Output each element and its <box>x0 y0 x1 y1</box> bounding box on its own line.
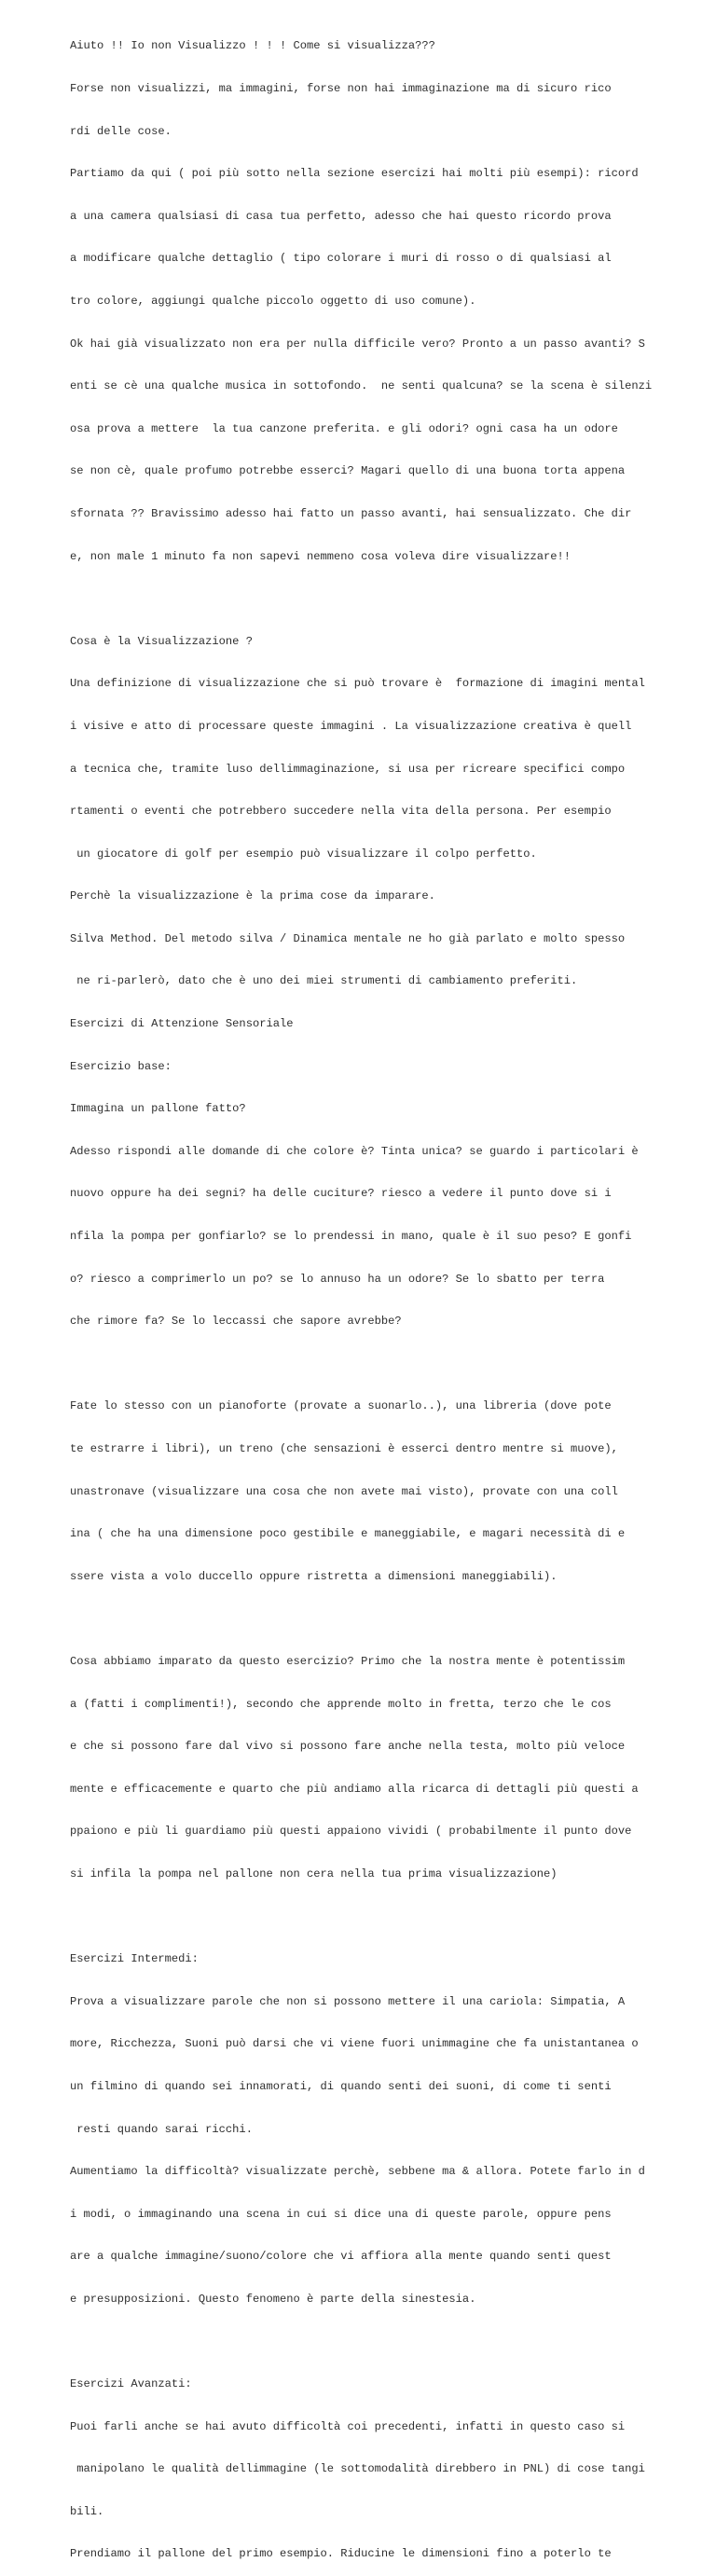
text-line: Silva Method. Del metodo silva / Dinamica mentale ne ho già parlato e molto spesso <box>70 931 626 945</box>
text-line: unastronave (visualizzare una cosa che non avete mai visto), provate con una coll <box>70 1484 618 1498</box>
blank-line <box>70 1612 716 1626</box>
section-heading: Esercizio base: <box>70 1059 172 1073</box>
text-line: un filmino di quando sei innamorati, di quando senti dei suoni, di come ti senti <box>70 2079 612 2093</box>
text-line: Perchè la visualizzazione è la prima cose da imparare. <box>70 889 435 903</box>
text-line: nuovo oppure ha dei segni? ha delle cuciture? riesco a vedere il punto dove si i <box>70 1187 612 1201</box>
text-line: i visive e atto di processare queste immagini . La visualizzazione creativa è quell <box>70 719 632 733</box>
blank-line <box>70 2335 716 2349</box>
text-line: Prova a visualizzare parole che non si possono mettere il una cariola: Simpatia, A <box>70 1994 626 2008</box>
blank-line <box>70 1357 716 1371</box>
text-line: e presupposizioni. Questo fenomeno è parte della sinestesia. <box>70 2292 476 2306</box>
text-line: se non cè, quale profumo potrebbe esserci? Magari quello di una buona torta appena <box>70 464 626 478</box>
blank-line <box>70 592 716 606</box>
text-line: resti quando sarai ricchi. <box>70 2122 253 2136</box>
text-line: o? riesco a comprimerlo un po? se lo annuso ha un odore? Se lo sbatto per terra <box>70 1272 605 1286</box>
text-line: te estrarre i libri), un treno (che sensazioni è esserci dentro mentre si muove), <box>70 1442 618 1455</box>
text-line: ppaiono e più li guardiamo più questi appaiono vividi ( probabilmente il punto dove <box>70 1825 632 1839</box>
text-line: a una camera qualsiasi di casa tua perfetto, adesso che hai questo ricordo prova <box>70 209 612 223</box>
text-line: e, non male 1 minuto fa non sapevi nemmeno cosa voleva dire visualizzare!! <box>70 549 571 563</box>
text-line: manipolano le qualità dellimmagine (le sottomodalità direbbero in PNL) di cose tangi <box>70 2462 645 2476</box>
text-line: ina ( che ha una dimensione poco gestibile e maneggiabile, e magari necessità di e <box>70 1527 626 1541</box>
text-line: un giocatore di golf per esempio può visualizzare il colpo perfetto. <box>70 847 537 861</box>
text-line: tro colore, aggiungi qualche piccolo oggetto di uso comune). <box>70 294 476 308</box>
text-line: si infila la pompa nel pallone non cera nella tua prima visualizzazione) <box>70 1867 558 1880</box>
text-line: rtamenti o eventi che potrebbero succedere nella vita della persona. Per esempio <box>70 805 612 819</box>
text-line: Adesso rispondi alle domande di che colore è? Tinta unica? se guardo i particolari è <box>70 1144 639 1158</box>
section-heading: Cosa è la Visualizzazione ? <box>70 634 253 648</box>
text-line: Partiamo da qui ( poi più sotto nella sezione esercizi hai molti più esempi): ricord <box>70 167 639 181</box>
section-heading: Esercizi Intermedi: <box>70 1952 199 1966</box>
blank-line <box>70 1910 716 1924</box>
text-line: che rimore fa? Se lo leccassi che sapore avrebbe? <box>70 1315 402 1329</box>
text-line: Aumentiamo la difficoltà? visualizzate perchè, sebbene ma & allora. Potete farlo in d <box>70 2165 645 2179</box>
text-line: bili. <box>70 2504 104 2518</box>
text-line: i modi, o immaginando una scena in cui si dice una di queste parole, oppure pens <box>70 2207 612 2221</box>
text-line: Una definizione di visualizzazione che si può trovare è formazione di imagini mental <box>70 677 645 691</box>
text-line: enti se cè una qualche musica in sottofondo. ne senti qualcuna? se la scena è silenzi <box>70 379 653 393</box>
document-body <box>70 11 716 2576</box>
text-line: ne ri-parlerò, dato che è uno dei miei strumenti di cambiamento preferiti. <box>70 974 578 988</box>
section-heading: Esercizi di Attenzione Sensoriale <box>70 1017 294 1031</box>
text-line: a tecnica che, tramite luso dellimmaginazione, si usa per ricreare specifici compo <box>70 762 626 776</box>
text-line: are a qualche immagine/suono/colore che vi affiora alla mente quando senti quest <box>70 2250 612 2264</box>
text-line: osa prova a mettere la tua canzone preferita. e gli odori? ogni casa ha un odore <box>70 421 618 435</box>
text-line: Prendiamo il pallone del primo esempio. Riducine le dimensioni fino a poterlo te <box>70 2547 612 2561</box>
text-line: nfila la pompa per gonfiarlo? se lo prendessi in mano, quale è il suo peso? E gonfi <box>70 1230 632 1244</box>
text-line: more, Ricchezza, Suoni può darsi che vi viene fuori unimmagine che fa unistantanea o <box>70 2037 639 2051</box>
text-line: e che si possono fare dal vivo si possono fare anche nella testa, molto più veloce <box>70 1740 626 1754</box>
text-line: a modificare qualche dettaglio ( tipo colorare i muri di rosso o di qualsiasi al <box>70 252 612 266</box>
text-line: Ok hai già visualizzato non era per nulla difficile vero? Pronto a un passo avanti? S <box>70 337 645 351</box>
text-line: Puoi farli anche se hai avuto difficoltà coi precedenti, infatti in questo caso si <box>70 2419 626 2433</box>
text-line: a (fatti i complimenti!), secondo che apprende molto in fretta, terzo che le cos <box>70 1697 612 1711</box>
text-line: Forse non visualizzi, ma immagini, forse non hai immaginazione ma di sicuro rico <box>70 82 612 95</box>
text-line: rdi delle cose. <box>70 124 172 138</box>
text-line: mente e efficacemente e quarto che più andiamo alla ricarca di dettagli più questi a <box>70 1782 639 1796</box>
text-line: sfornata ?? Bravissimo adesso hai fatto un passo avanti, hai sensualizzato. Che dir <box>70 506 632 520</box>
text-line: ssere vista a volo duccello oppure ristretta a dimensioni maneggiabili). <box>70 1569 558 1583</box>
text-line: Aiuto !! Io non Visualizzo ! ! ! Come si visualizza??? <box>70 39 435 53</box>
text-line: Immagina un pallone fatto? <box>70 1102 246 1116</box>
section-heading: Esercizi Avanzati: <box>70 2377 192 2391</box>
text-line: Fate lo stesso con un pianoforte (provate a suonarlo..), una libreria (dove pote <box>70 1399 612 1413</box>
text-line: Cosa abbiamo imparato da questo esercizio? Primo che la nostra mente è potentissim <box>70 1654 626 1668</box>
